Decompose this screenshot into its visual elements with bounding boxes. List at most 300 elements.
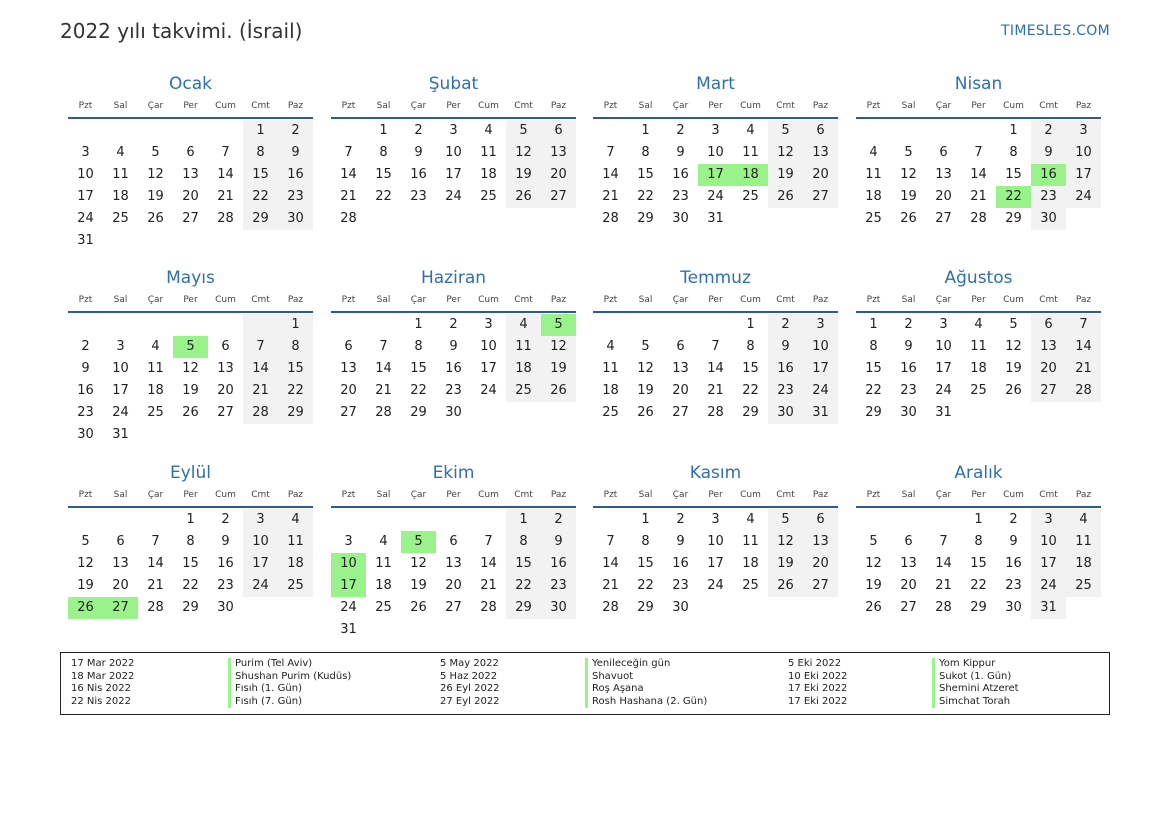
weekday-header — [856, 489, 1101, 501]
month-name: Mayıs — [166, 268, 215, 288]
day-cell: 19 — [1005, 361, 1022, 376]
day-cell: 15 — [1005, 167, 1022, 182]
day-cell: 13 — [445, 556, 462, 571]
weekday-label: Paz — [1075, 101, 1092, 111]
day-cell: 15 — [182, 556, 199, 571]
weekday-label: Çar — [410, 490, 427, 500]
day-cell: 15 — [742, 361, 759, 376]
day-cell: 24 — [112, 405, 129, 420]
day-cell: 14 — [1066, 336, 1101, 358]
day-cell: 2 — [414, 123, 423, 138]
day-cell: 7 — [606, 145, 615, 160]
day-cell: 6 — [904, 534, 913, 549]
day-cell: 13 — [217, 361, 234, 376]
day-cell: 27 — [217, 405, 234, 420]
day-cell: 19 — [147, 189, 164, 204]
day-cell: 20 — [900, 578, 917, 593]
day-cell: 31 — [935, 405, 952, 420]
month-name: Eylül — [169, 463, 212, 483]
day-cell: 8 — [506, 531, 541, 553]
day-cell: 23 — [217, 578, 234, 593]
day-cell: 14 — [217, 167, 234, 182]
weekday-label: Çar — [147, 295, 164, 305]
page-title: 2022 yılı takvimi. (İsrail) — [60, 19, 303, 43]
header-rule — [856, 117, 1101, 119]
holiday-date: 26 Eyl 2022 — [440, 683, 500, 694]
day-grid — [856, 314, 1101, 424]
day-cell: 30 — [768, 402, 803, 424]
day-cell: 3 — [711, 512, 720, 527]
weekday-label: Pzt — [603, 295, 618, 305]
weekday-label: Sal — [376, 101, 391, 111]
day-cell: 25 — [970, 383, 987, 398]
holiday-date: 16 Nis 2022 — [71, 683, 131, 694]
day-cell: 12 — [182, 361, 199, 376]
day-cell: 24 — [1066, 186, 1101, 208]
day-cell: 9 — [676, 145, 685, 160]
day-grid — [331, 314, 576, 424]
day-cell: 1 — [974, 512, 983, 527]
day-cell: 12 — [147, 167, 164, 182]
weekday-label: Pzt — [866, 101, 881, 111]
weekday-label: Cmt — [251, 490, 270, 500]
day-cell: 30 — [77, 427, 94, 442]
empty-cell — [628, 314, 663, 336]
day-grid — [856, 509, 1101, 619]
day-cell: 3 — [484, 317, 493, 332]
day-cell: 29 — [182, 600, 199, 615]
day-cell: 12 — [768, 531, 803, 553]
day-cell: 21 — [147, 578, 164, 593]
day-cell: 27 — [803, 186, 838, 208]
day-cell: 1 — [641, 512, 650, 527]
day-cell: 12 — [1005, 339, 1022, 354]
day-cell: 29 — [278, 402, 313, 424]
day-cell: 9 — [904, 339, 913, 354]
day-cell: 2 — [449, 317, 458, 332]
holiday-day-cell: 5 — [401, 531, 436, 553]
day-cell: 24 — [445, 189, 462, 204]
holiday-name: Fısıh (7. Gün) — [228, 696, 302, 709]
day-cell: 23 — [768, 380, 803, 402]
weekday-label: Cmt — [776, 101, 795, 111]
weekday-label: Paz — [812, 101, 829, 111]
day-cell: 29 — [243, 208, 278, 230]
day-cell: 4 — [1066, 509, 1101, 531]
day-cell: 14 — [602, 556, 619, 571]
day-cell: 12 — [506, 142, 541, 164]
day-cell: 27 — [1031, 380, 1066, 402]
day-grid — [856, 120, 1101, 230]
month-block — [68, 268, 313, 446]
day-cell: 22 — [865, 383, 882, 398]
empty-cell — [366, 509, 401, 531]
day-cell: 20 — [445, 578, 462, 593]
day-cell: 30 — [900, 405, 917, 420]
empty-cell — [103, 314, 138, 336]
day-cell: 11 — [602, 361, 619, 376]
day-cell: 30 — [541, 597, 576, 619]
day-cell: 19 — [900, 189, 917, 204]
empty-cell — [173, 314, 208, 336]
day-cell: 21 — [1066, 358, 1101, 380]
weekday-label: Cum — [1003, 490, 1024, 500]
day-cell: 16 — [445, 361, 462, 376]
day-cell: 31 — [77, 233, 94, 248]
day-cell: 5 — [641, 339, 650, 354]
day-cell: 23 — [541, 575, 576, 597]
day-cell: 29 — [410, 405, 427, 420]
day-cell: 28 — [147, 600, 164, 615]
day-cell: 25 — [742, 189, 759, 204]
day-cell: 9 — [541, 531, 576, 553]
day-cell: 17 — [480, 361, 497, 376]
day-cell: 14 — [602, 167, 619, 182]
day-cell: 15 — [637, 556, 654, 571]
day-cell: 7 — [939, 534, 948, 549]
day-cell: 27 — [803, 575, 838, 597]
header-rule — [593, 117, 838, 119]
weekday-label: Cum — [740, 295, 761, 305]
day-cell: 27 — [445, 600, 462, 615]
weekday-label: Per — [708, 295, 723, 305]
day-cell: 4 — [506, 314, 541, 336]
weekday-header — [331, 294, 576, 306]
weekday-label: Cum — [1003, 295, 1024, 305]
day-cell: 18 — [1066, 553, 1101, 575]
day-cell: 30 — [1005, 600, 1022, 615]
day-cell: 2 — [768, 314, 803, 336]
month-name: Şubat — [428, 74, 479, 94]
day-cell: 27 — [900, 600, 917, 615]
weekday-label: Çar — [672, 490, 689, 500]
weekday-label: Cum — [740, 101, 761, 111]
empty-cell — [891, 509, 926, 531]
holiday-legend — [60, 652, 1110, 715]
day-cell: 21 — [243, 380, 278, 402]
weekday-label: Paz — [287, 101, 304, 111]
weekday-label: Çar — [147, 101, 164, 111]
day-cell: 20 — [672, 383, 689, 398]
day-cell: 16 — [278, 164, 313, 186]
weekday-label: Sal — [901, 295, 916, 305]
day-cell: 24 — [707, 189, 724, 204]
weekday-label: Per — [183, 101, 198, 111]
day-cell: 4 — [746, 123, 755, 138]
holiday-day-cell: 16 — [1031, 164, 1066, 186]
day-cell: 6 — [803, 120, 838, 142]
day-cell: 13 — [340, 361, 357, 376]
day-cell: 1 — [1009, 123, 1018, 138]
day-grid — [68, 509, 313, 619]
day-cell: 29 — [637, 600, 654, 615]
day-cell: 12 — [768, 142, 803, 164]
day-cell: 25 — [1066, 575, 1101, 597]
day-cell: 3 — [116, 339, 125, 354]
day-cell: 20 — [541, 164, 576, 186]
empty-cell — [593, 314, 628, 336]
weekday-label: Cmt — [251, 295, 270, 305]
day-cell: 28 — [602, 600, 619, 615]
holiday-name: Roş Aşana — [585, 683, 644, 696]
day-cell: 10 — [480, 339, 497, 354]
weekday-label: Cum — [215, 295, 236, 305]
day-cell: 30 — [278, 208, 313, 230]
empty-cell — [366, 314, 401, 336]
day-cell: 28 — [1066, 380, 1101, 402]
day-cell: 24 — [1031, 575, 1066, 597]
day-cell: 25 — [278, 575, 313, 597]
weekday-header — [331, 489, 576, 501]
day-cell: 26 — [541, 380, 576, 402]
day-cell: 19 — [768, 553, 803, 575]
day-cell: 28 — [375, 405, 392, 420]
day-cell: 4 — [116, 145, 125, 160]
day-cell: 12 — [541, 336, 576, 358]
day-cell: 5 — [1009, 317, 1018, 332]
day-cell: 30 — [672, 600, 689, 615]
day-cell: 6 — [449, 534, 458, 549]
day-cell: 16 — [410, 167, 427, 182]
day-cell: 5 — [151, 145, 160, 160]
weekday-label: Cum — [478, 295, 499, 305]
day-cell: 19 — [77, 578, 94, 593]
day-cell: 7 — [711, 339, 720, 354]
day-cell: 5 — [904, 145, 913, 160]
day-cell: 4 — [746, 512, 755, 527]
holiday-day-cell: 26 — [68, 597, 103, 619]
day-grid — [593, 120, 838, 230]
day-cell: 21 — [375, 383, 392, 398]
weekday-header — [856, 100, 1101, 112]
day-cell: 4 — [606, 339, 615, 354]
day-cell: 16 — [900, 361, 917, 376]
day-cell: 24 — [803, 380, 838, 402]
day-cell: 13 — [935, 167, 952, 182]
day-cell: 18 — [112, 189, 129, 204]
day-cell: 11 — [480, 145, 497, 160]
day-cell: 8 — [186, 534, 195, 549]
day-cell: 25 — [602, 405, 619, 420]
day-cell: 7 — [484, 534, 493, 549]
day-cell: 31 — [340, 622, 357, 637]
day-cell: 26 — [410, 600, 427, 615]
day-cell: 9 — [449, 339, 458, 354]
month-name: Mart — [696, 74, 735, 94]
header-rule — [856, 506, 1101, 508]
day-cell: 2 — [81, 339, 90, 354]
month-name: Ekim — [432, 463, 475, 483]
day-cell: 26 — [768, 575, 803, 597]
day-cell: 3 — [243, 509, 278, 531]
weekday-label: Paz — [1075, 490, 1092, 500]
holiday-date: 17 Eki 2022 — [788, 695, 848, 707]
day-cell: 20 — [217, 383, 234, 398]
day-cell: 23 — [77, 405, 94, 420]
holiday-date: 5 Haz 2022 — [440, 670, 498, 682]
day-cell: 20 — [112, 578, 129, 593]
day-cell: 28 — [602, 211, 619, 226]
day-cell: 13 — [182, 167, 199, 182]
day-cell: 23 — [672, 189, 689, 204]
day-cell: 10 — [803, 336, 838, 358]
day-cell: 26 — [865, 600, 882, 615]
day-cell: 22 — [182, 578, 199, 593]
weekday-label: Per — [446, 490, 461, 500]
day-cell: 27 — [182, 211, 199, 226]
weekday-label: Cmt — [514, 490, 533, 500]
day-cell: 27 — [340, 405, 357, 420]
day-cell: 14 — [340, 167, 357, 182]
day-cell: 14 — [147, 556, 164, 571]
day-cell: 16 — [77, 383, 94, 398]
day-cell: 8 — [641, 534, 650, 549]
holiday-name: Yom Kippur — [932, 658, 995, 671]
day-cell: 12 — [900, 167, 917, 182]
empty-cell — [68, 314, 103, 336]
day-cell: 9 — [221, 534, 230, 549]
day-cell: 5 — [768, 120, 803, 142]
day-cell: 10 — [935, 339, 952, 354]
empty-cell — [961, 120, 996, 142]
day-cell: 21 — [480, 578, 497, 593]
weekday-label: Çar — [147, 490, 164, 500]
weekday-label: Pzt — [341, 295, 356, 305]
weekday-header — [593, 294, 838, 306]
day-cell: 21 — [217, 189, 234, 204]
day-cell: 8 — [1009, 145, 1018, 160]
month-name: Temmuz — [680, 268, 751, 288]
day-cell: 25 — [480, 189, 497, 204]
header-rule — [68, 311, 313, 313]
day-cell: 14 — [375, 361, 392, 376]
day-cell: 27 — [541, 186, 576, 208]
day-cell: 18 — [278, 553, 313, 575]
day-cell: 21 — [935, 578, 952, 593]
weekday-label: Cum — [478, 490, 499, 500]
weekday-label: Sal — [113, 490, 128, 500]
day-cell: 12 — [410, 556, 427, 571]
holiday-name: Simchat Torah — [932, 696, 1010, 709]
day-cell: 6 — [541, 120, 576, 142]
month-block — [68, 463, 313, 619]
day-cell: 1 — [278, 314, 313, 336]
day-cell: 26 — [1005, 383, 1022, 398]
holiday-date: 18 Mar 2022 — [71, 670, 135, 682]
weekday-header — [68, 100, 313, 112]
month-block — [331, 463, 576, 641]
weekday-label: Çar — [410, 101, 427, 111]
day-cell: 1 — [414, 317, 423, 332]
empty-cell — [663, 314, 698, 336]
day-cell: 17 — [243, 553, 278, 575]
day-cell: 19 — [182, 383, 199, 398]
day-cell: 22 — [410, 383, 427, 398]
day-cell: 16 — [672, 167, 689, 182]
day-cell: 25 — [147, 405, 164, 420]
day-cell: 31 — [707, 211, 724, 226]
holiday-day-cell: 5 — [541, 314, 576, 336]
day-cell: 26 — [147, 211, 164, 226]
weekday-label: Sal — [113, 295, 128, 305]
weekday-header — [68, 294, 313, 306]
site-link[interactable]: TIMESLES.COM — [1001, 23, 1110, 39]
weekday-label: Cmt — [776, 490, 795, 500]
header-rule — [331, 311, 576, 313]
day-cell: 6 — [676, 339, 685, 354]
day-cell: 21 — [602, 189, 619, 204]
day-cell: 23 — [410, 189, 427, 204]
day-cell: 8 — [414, 339, 423, 354]
day-grid — [593, 509, 838, 619]
day-cell: 25 — [742, 578, 759, 593]
day-cell: 10 — [1066, 142, 1101, 164]
day-cell: 22 — [243, 186, 278, 208]
day-cell: 3 — [711, 123, 720, 138]
holiday-date: 5 May 2022 — [440, 658, 499, 669]
day-cell: 18 — [970, 361, 987, 376]
day-cell: 11 — [506, 336, 541, 358]
day-cell: 13 — [541, 142, 576, 164]
empty-cell — [436, 509, 471, 531]
day-cell: 26 — [506, 186, 541, 208]
day-cell: 7 — [243, 336, 278, 358]
day-cell: 20 — [1031, 358, 1066, 380]
day-cell: 12 — [77, 556, 94, 571]
day-cell: 1 — [186, 512, 195, 527]
day-cell: 24 — [77, 211, 94, 226]
empty-cell — [138, 314, 173, 336]
day-cell: 5 — [506, 120, 541, 142]
day-cell: 20 — [340, 383, 357, 398]
day-cell: 3 — [1066, 120, 1101, 142]
day-cell: 22 — [375, 189, 392, 204]
holiday-day-cell: 5 — [173, 336, 208, 358]
header-rule — [856, 311, 1101, 313]
day-cell: 13 — [900, 556, 917, 571]
weekday-label: Çar — [672, 101, 689, 111]
month-block — [856, 463, 1101, 619]
day-cell: 17 — [1066, 164, 1101, 186]
day-cell: 13 — [803, 531, 838, 553]
day-cell: 15 — [410, 361, 427, 376]
holiday-day-cell: 22 — [996, 186, 1031, 208]
header-rule — [68, 117, 313, 119]
day-cell: 9 — [81, 361, 90, 376]
holiday-date: 17 Eki 2022 — [788, 683, 848, 694]
weekday-label: Paz — [550, 101, 567, 111]
day-cell: 3 — [449, 123, 458, 138]
header-rule — [68, 506, 313, 508]
day-cell: 25 — [112, 211, 129, 226]
day-cell: 17 — [707, 556, 724, 571]
weekday-label: Çar — [672, 295, 689, 305]
empty-cell — [331, 509, 366, 531]
day-cell: 28 — [243, 402, 278, 424]
weekday-label: Cmt — [1039, 490, 1058, 500]
day-cell: 10 — [112, 361, 129, 376]
day-cell: 19 — [506, 164, 541, 186]
day-cell: 11 — [865, 167, 882, 182]
day-cell: 26 — [637, 405, 654, 420]
day-cell: 22 — [278, 380, 313, 402]
day-cell: 2 — [278, 120, 313, 142]
day-cell: 22 — [637, 578, 654, 593]
day-cell: 1 — [641, 123, 650, 138]
day-cell: 18 — [865, 189, 882, 204]
weekday-label: Pzt — [866, 295, 881, 305]
month-block — [331, 268, 576, 424]
